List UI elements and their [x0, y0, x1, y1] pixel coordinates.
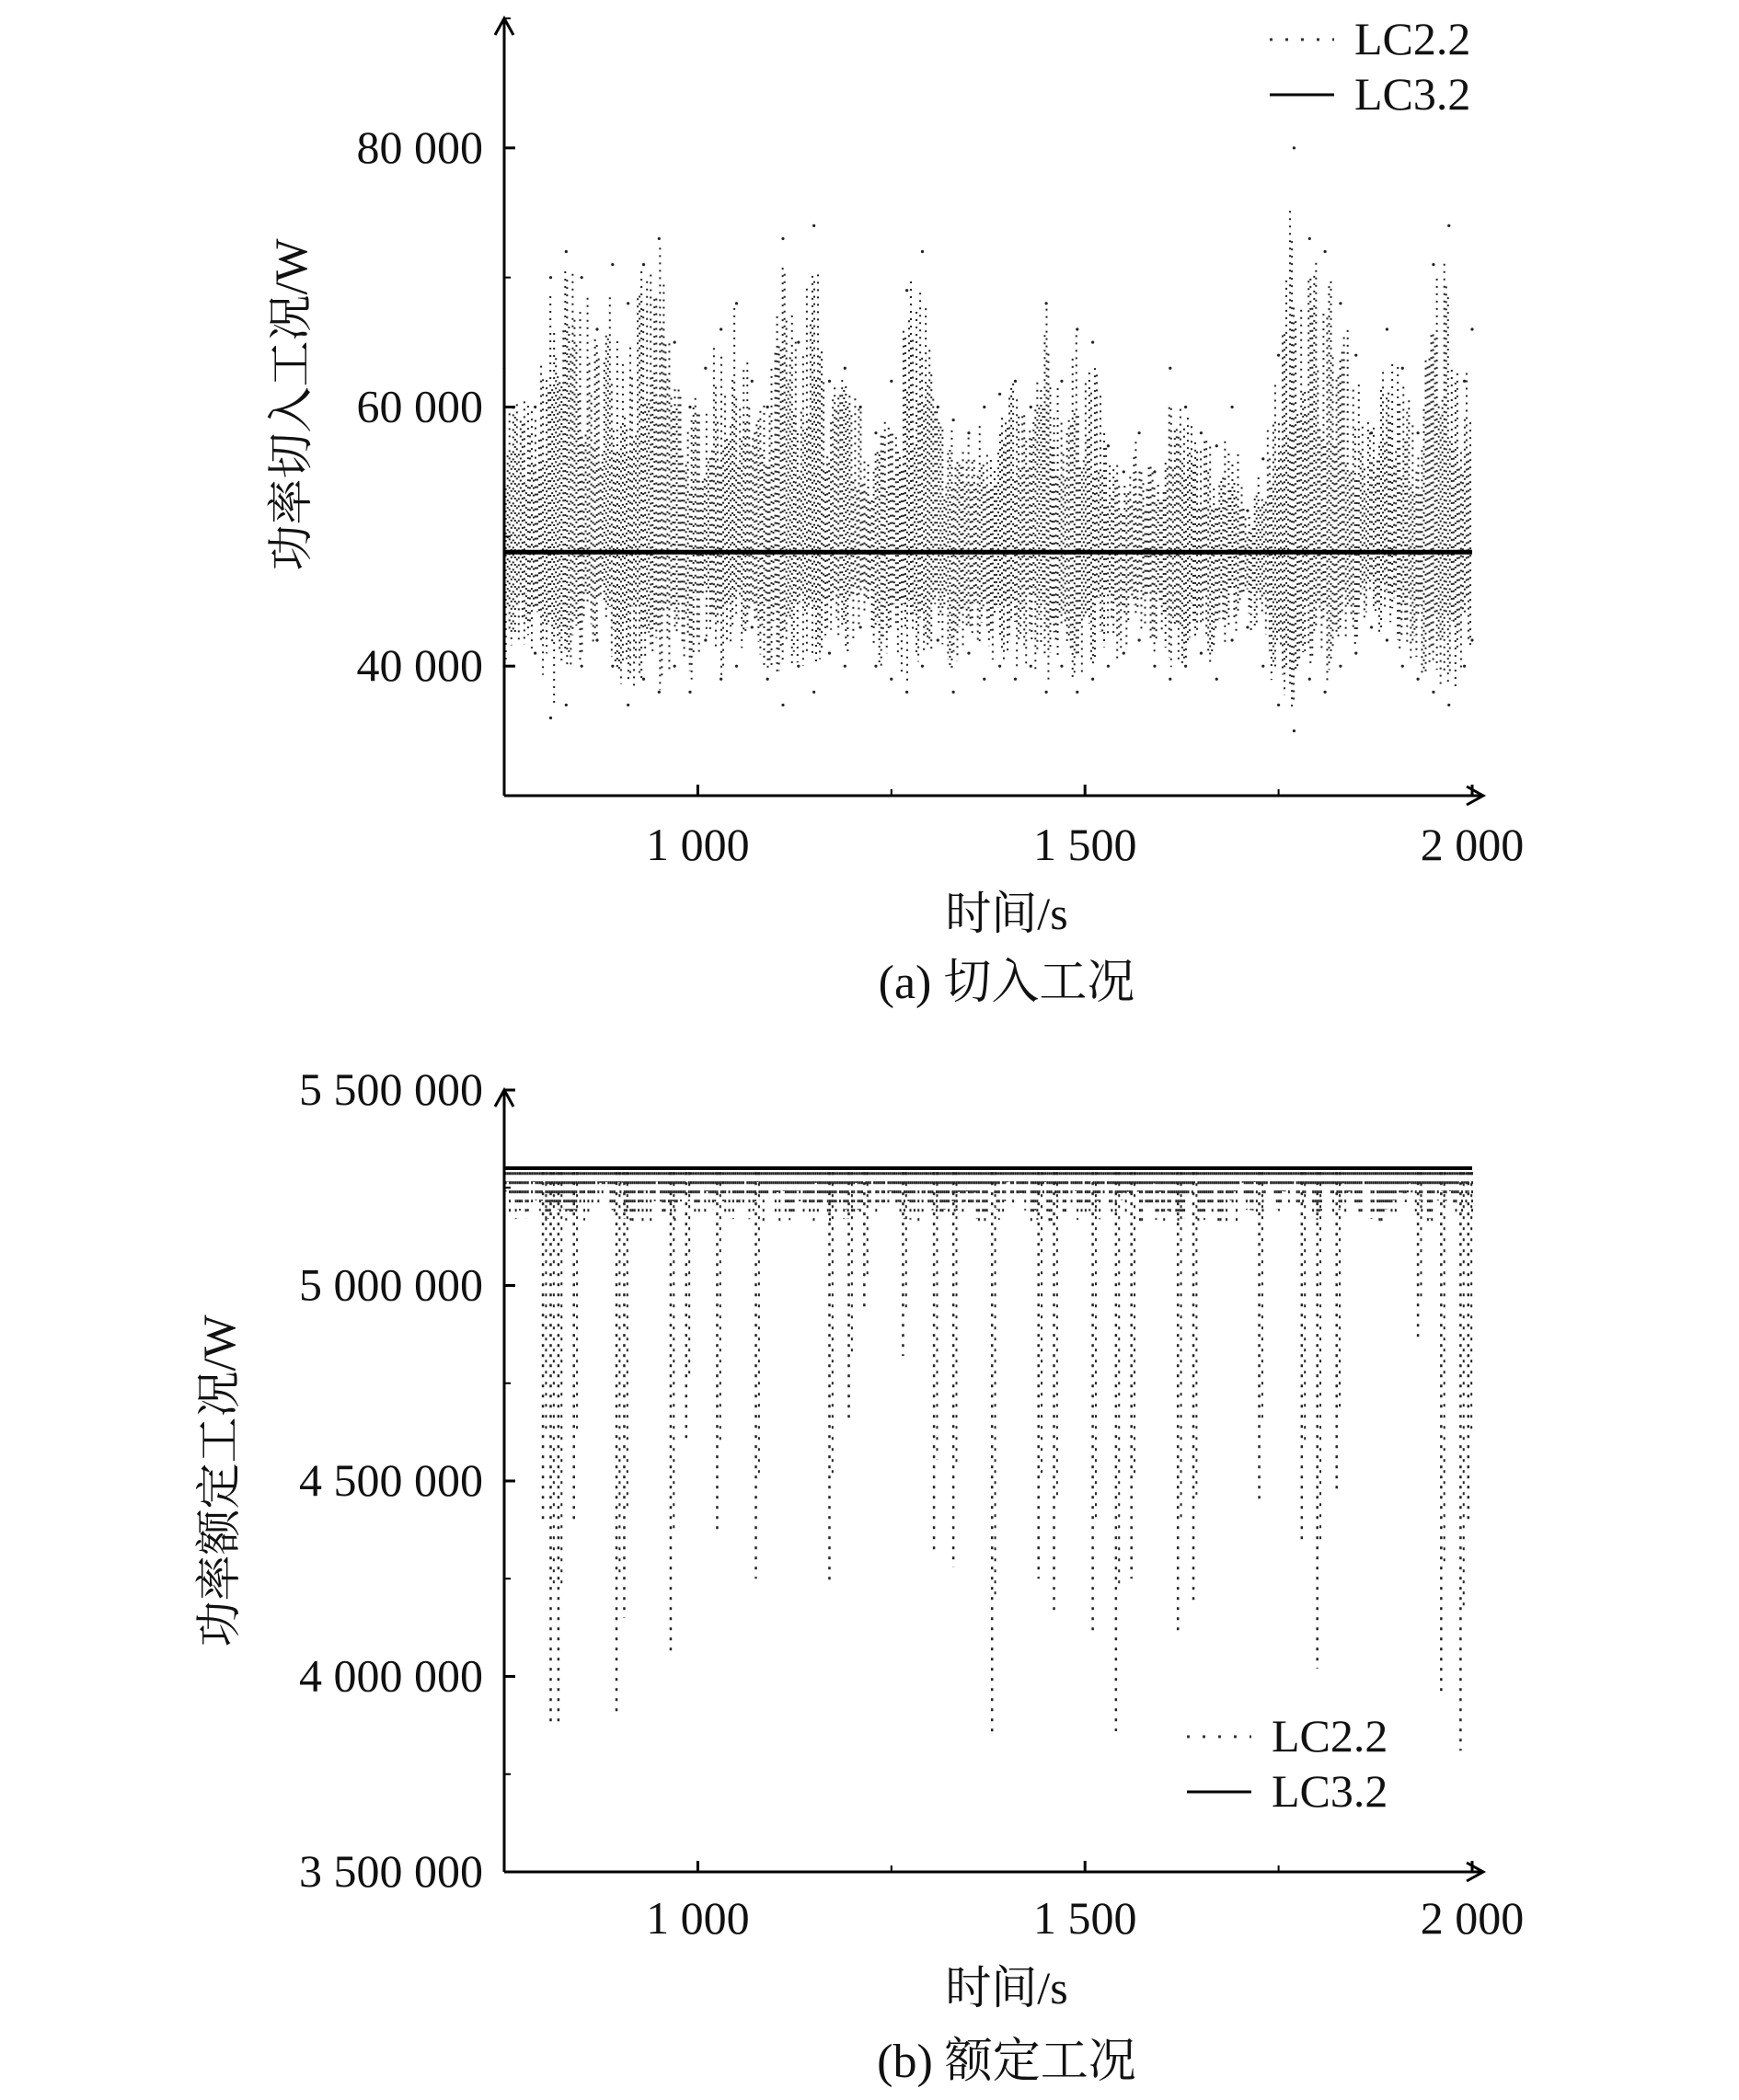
lc22-trough-point — [1231, 638, 1234, 641]
lc22-peak-point — [905, 289, 908, 292]
lc22-peak-point — [1261, 457, 1264, 460]
lc22-trough-point — [674, 665, 676, 668]
lc22-peak-point — [844, 367, 846, 370]
lc22-trough-point — [1261, 665, 1264, 668]
x-tick-label: 2 000 — [1420, 1892, 1525, 1944]
axes-a — [495, 18, 1483, 805]
legend-label-lc32-a: LC3.2 — [1354, 68, 1471, 120]
lc22-trough-point — [1386, 638, 1388, 641]
lc22-trough-point — [1432, 691, 1434, 694]
lc22-peak-point — [1200, 431, 1203, 434]
lc22-peak-point — [1215, 444, 1218, 447]
lc22-trough-point — [1107, 665, 1110, 668]
x-axis-label-b: 时间/s — [945, 1962, 1068, 2014]
lc22-trough-point — [844, 665, 846, 668]
lc22-trough-point — [1060, 665, 1063, 668]
lc22-peak-point — [1138, 431, 1141, 434]
y-tick-label: 4 500 000 — [299, 1454, 483, 1506]
lc22-peak-point — [581, 276, 583, 279]
lc22-peak-point — [797, 340, 800, 343]
y-tick-label: 40 000 — [356, 639, 483, 692]
lc22-peak-point — [611, 263, 614, 266]
lc22-peak-point — [1323, 250, 1326, 253]
lc22-trough-point — [890, 678, 893, 681]
lc22-peak-point — [766, 406, 769, 408]
lc22-trough-point — [549, 717, 552, 719]
lc22-peak-point — [812, 224, 815, 227]
lc22-peak-point — [565, 250, 568, 253]
lc22-peak-point — [1076, 327, 1078, 330]
lc22-peak-point — [921, 250, 924, 253]
lc22-peak-point — [1107, 444, 1110, 447]
lc22-peak-point — [1416, 431, 1419, 434]
lc22-trough-point — [627, 704, 629, 706]
lc22-trough-point — [812, 691, 815, 694]
lc22-peak-point — [998, 393, 1001, 396]
y-tick-label: 60 000 — [356, 380, 483, 432]
lc22-trough-point — [688, 691, 691, 694]
lc22-peak-point — [627, 302, 629, 304]
lc22-peak-point — [674, 340, 676, 343]
lc22-trough-point — [704, 638, 707, 641]
lc22-peak-point — [937, 406, 939, 408]
lc22-trough-point — [1091, 678, 1094, 681]
y-tick-label: 80 000 — [356, 120, 483, 173]
lc22-peak-point — [1463, 380, 1466, 383]
lc22-peak-point — [1308, 237, 1311, 240]
lc22-trough-point — [1246, 625, 1249, 628]
lc22-peak-point — [1401, 367, 1404, 370]
ticks-a — [357, 18, 1525, 870]
lc22-peak-point — [1091, 340, 1094, 343]
x-tick-label: 2 000 — [1420, 819, 1525, 870]
lc22-peak-point — [549, 276, 552, 279]
lc22-peak-point — [1432, 263, 1434, 266]
lc22-trough-point — [797, 665, 800, 668]
lc22-trough-point — [1200, 651, 1203, 654]
lc22-peak-point — [952, 419, 955, 421]
lc22-trough-point — [735, 665, 738, 668]
lc22-peak-point — [1370, 431, 1373, 434]
lc22-peak-point — [859, 406, 862, 408]
lc22-peak-point — [781, 237, 784, 240]
lc22-peak-point — [642, 263, 645, 266]
lc22-peak-point — [658, 237, 661, 240]
lc22-peak-point — [967, 431, 970, 434]
lc22-trough-point — [1370, 625, 1373, 628]
caption-a: (a) 切入工况 — [878, 957, 1135, 1009]
lc22-trough-point — [720, 678, 722, 681]
lc22-trough-point — [937, 638, 939, 641]
lc22-trough-point — [595, 638, 598, 641]
lc22-peak-point — [735, 302, 738, 304]
lc22-trough-point — [611, 665, 614, 668]
y-tick-label: 4 000 000 — [299, 1649, 483, 1702]
lc22-trough-point — [1215, 678, 1218, 681]
caption-b: (b) 额定工况 — [877, 2036, 1136, 2088]
lc22-peak-point — [1386, 327, 1388, 330]
lc22-peak-point — [1014, 380, 1017, 383]
legend-label-lc22-b: LC2.2 — [1272, 1710, 1388, 1761]
axes-b — [495, 1090, 1483, 1881]
lc22-peak-point — [595, 327, 598, 330]
lc22-trough-point — [642, 678, 645, 681]
lc22-trough-point — [658, 691, 661, 694]
x-tick-label: 1 000 — [646, 819, 750, 870]
lc22-peak-point — [688, 406, 691, 408]
lc22-trough-point — [874, 665, 877, 668]
lc22-peak-point — [1153, 470, 1156, 473]
lc22-peak-point — [983, 406, 985, 408]
lc22-trough-point — [921, 665, 924, 668]
lc22-trough-point — [1030, 665, 1032, 668]
lc22-peak-point — [1045, 302, 1048, 304]
y-axis-label-a: 功率切入工况/W — [265, 238, 317, 571]
lc22-trough-point — [1293, 729, 1296, 732]
legend-label-lc22-a: LC2.2 — [1354, 13, 1471, 64]
legend-a — [1270, 13, 1470, 120]
lc22-trough-point — [1277, 704, 1280, 706]
y-axis-label-b: 功率额定工况/W — [193, 1314, 245, 1647]
lc22-peak-point — [1246, 510, 1249, 512]
lc22-peak-point — [1447, 224, 1450, 227]
lc22-trough-point — [1323, 691, 1326, 694]
y-tick-label: 3 500 000 — [299, 1845, 483, 1897]
lc22-trough-point — [1470, 638, 1473, 641]
lc22-series-a — [502, 146, 1473, 732]
lc22-peak-point — [1030, 406, 1032, 408]
lc22-trough-point — [1076, 691, 1078, 694]
lc22-peak-point — [890, 380, 893, 383]
lc22-trough-point — [1184, 665, 1187, 668]
lc22-peak-point — [1354, 354, 1357, 357]
chart-panel-b — [193, 1063, 1524, 2088]
lc22-trough-point — [1169, 678, 1171, 681]
lc22-peak-point — [1169, 367, 1171, 370]
lc22-trough-point — [766, 678, 769, 681]
lc22-trough-point — [1123, 651, 1125, 654]
lc22-trough-point — [967, 651, 970, 654]
lc22-peak-point — [1293, 146, 1296, 149]
lc22-trough-point — [1463, 665, 1466, 668]
lc22-trough-point — [952, 691, 955, 694]
x-tick-label: 1 500 — [1032, 1892, 1137, 1944]
x-tick-label: 1 500 — [1032, 819, 1137, 870]
lc22-trough-point — [1138, 638, 1141, 641]
lc22-trough-point — [1045, 691, 1048, 694]
lc22-peak-point — [1277, 354, 1280, 357]
lc22-trough-point — [1308, 678, 1311, 681]
lc22-trough-point — [534, 651, 536, 654]
legend-label-lc32-b: LC3.2 — [1272, 1765, 1388, 1817]
lc22-peak-point — [720, 327, 722, 330]
lc22-peak-point — [1184, 406, 1187, 408]
lc22-trough-point — [1339, 665, 1342, 668]
lc22-trough-point — [1014, 678, 1017, 681]
lc22-trough-point — [565, 704, 568, 706]
lc22-trough-point — [781, 704, 784, 706]
legend-b — [1187, 1710, 1388, 1817]
lc22-peak-point — [1470, 327, 1473, 330]
lc22-peak-point — [874, 431, 877, 434]
lc22-trough-point — [905, 691, 908, 694]
lc22-trough-point — [1153, 665, 1156, 668]
lc22-trough-point — [1401, 665, 1404, 668]
y-tick-label: 5 000 000 — [299, 1258, 483, 1311]
lc22-trough-point — [1416, 678, 1419, 681]
y-tick-label: 5 500 000 — [299, 1063, 483, 1115]
lc22-peak-point — [1231, 406, 1234, 408]
chart-panel-a — [265, 13, 1524, 1009]
lc22-trough-point — [1354, 651, 1357, 654]
lc22-peak-point — [704, 367, 707, 370]
lc22-peak-point — [751, 380, 754, 383]
lc22-trough-point — [998, 665, 1001, 668]
lc22-peak-point — [1060, 380, 1063, 383]
lc22-peak-point — [1339, 302, 1342, 304]
lc22-trough-point — [751, 625, 754, 628]
lc22-trough-point — [859, 625, 862, 628]
lc22-peak-point — [828, 380, 831, 383]
lc22-trough-point — [1447, 704, 1450, 706]
lc22-trough-point — [581, 665, 583, 668]
x-tick-label: 1 000 — [646, 1892, 750, 1944]
x-axis-label-a: 时间/s — [945, 888, 1068, 939]
lc22-series-b — [506, 1172, 1472, 1750]
lc22-peak-point — [534, 406, 536, 408]
lc22-trough-point — [828, 651, 831, 654]
lc22-trough-point — [983, 678, 985, 681]
lc22-peak-point — [1123, 470, 1125, 473]
